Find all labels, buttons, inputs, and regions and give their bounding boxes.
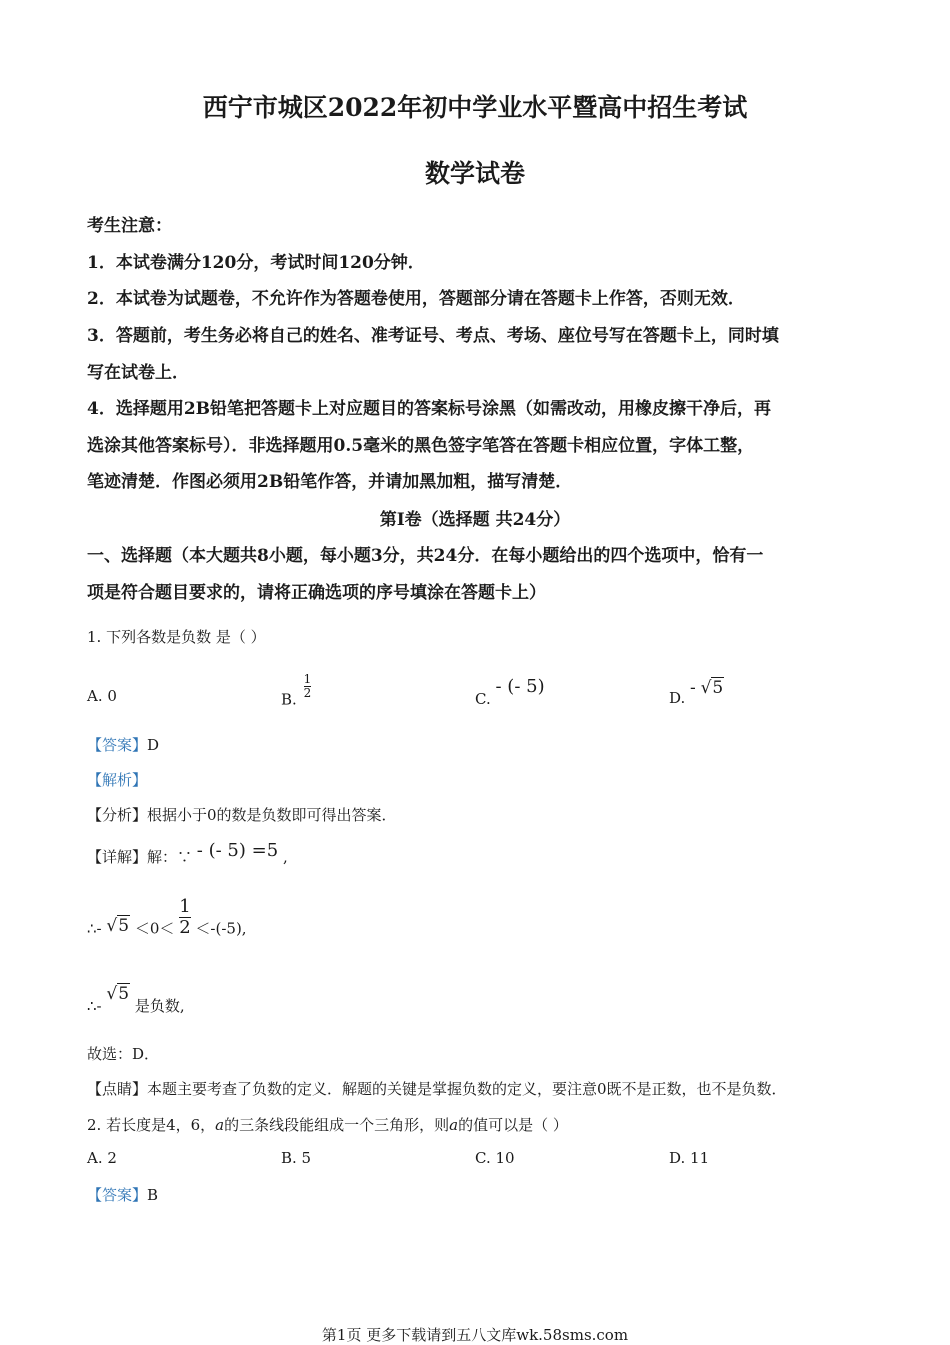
denominator: 2	[303, 686, 312, 701]
notice-item: 笔迹清楚．作图必须用2B铅笔作答，并请加黑加粗，描写清楚．	[87, 472, 573, 492]
analysis-text: 【分析】根据小于0的数是负数即可得出答案．	[87, 806, 397, 824]
stem-part: 的值可以是（ ）	[458, 1116, 568, 1134]
q1-answer	[87, 734, 159, 755]
numerator: 1	[179, 896, 191, 917]
part-title: 第I卷（选择题 共24分）	[379, 510, 571, 530]
notice-item: 选涂其他答案标号）．非选择题用0.5毫米的黑色签字笔答在答题卡相应位置，字体工整，	[87, 436, 755, 456]
question-1-stem: 1. 下列各数是负数 是（ ）	[87, 628, 266, 646]
answer-tag: 【答案】	[87, 1186, 148, 1204]
therefore-symbol: ∴-	[87, 919, 102, 938]
notice-item: 3．答题前，考生务必将自己的姓名、准考证号、考点、考场、座位号写在答题卡上，同时填	[87, 326, 779, 346]
math-expression: - (- 5) =5	[196, 840, 279, 861]
q1-option-b	[281, 673, 311, 709]
q1-option-a: A. 0	[87, 687, 117, 705]
page-title: 西宁市城区2022年初中学业水平暨高中招生考试	[202, 93, 748, 122]
detail-prefix: 【详解】解：∵	[87, 848, 193, 866]
notice-item: 2．本试卷为试题卷，不允许作为答题卷使用，答题部分请在答题卡上作答，否则无效．	[87, 289, 745, 309]
detail-line	[87, 840, 288, 867]
numerator: 1	[303, 672, 312, 686]
analysis-tag: 【解析】	[87, 771, 148, 789]
variable: a	[449, 1116, 459, 1134]
page-footer: 第1页 更多下载请到五八文库wk.58sms.com	[321, 1326, 629, 1344]
sqrt-expression	[701, 678, 725, 698]
negative-line	[87, 984, 185, 1016]
notice-heading: 考生注意：	[87, 216, 172, 236]
radicand: 5	[712, 678, 724, 698]
option-label: D.	[669, 689, 686, 707]
q2-option-b: B. 5	[281, 1149, 312, 1167]
page-subtitle: 数学试卷	[424, 159, 525, 188]
q2-option-d: D. 11	[669, 1149, 710, 1167]
q2-answer	[87, 1184, 158, 1205]
q2-option-c: C. 10	[475, 1149, 515, 1167]
q1-option-d	[669, 678, 724, 707]
answer-tag: 【答案】	[87, 736, 148, 754]
math-expression: - (- 5)	[495, 676, 545, 697]
notice-item: 1．本试卷满分120分，考试时间120分钟．	[87, 253, 425, 273]
comma: ,	[282, 848, 288, 866]
dianjing-line	[87, 1078, 787, 1099]
fraction	[179, 897, 190, 938]
choose-line: 故选：D．	[87, 1045, 160, 1063]
variable: a	[215, 1116, 225, 1134]
radical-icon: √	[106, 984, 118, 1004]
question-2-stem	[87, 1114, 568, 1135]
denominator: 2	[179, 916, 191, 938]
radical-icon: √	[700, 678, 712, 698]
sqrt-expression	[106, 984, 130, 1004]
inequality-line	[87, 897, 247, 938]
fraction	[304, 673, 312, 700]
q1-option-c	[475, 676, 545, 708]
inequality-tail: ＜-(-5),	[195, 919, 247, 938]
sqrt-expression	[106, 916, 130, 936]
section-intro: 项是符合题目要求的，请将正确选项的序号填涂在答题卡上）	[87, 583, 546, 603]
notice-item: 4．选择题用2B铅笔把答题卡上对应题目的答案标号涂黑（如需改动，用橡皮擦干净后，再	[87, 399, 772, 419]
negative-suffix: 是负数,	[134, 997, 185, 1015]
stem-part: 2. 若长度是4，6，	[87, 1116, 216, 1134]
answer-value: B	[147, 1186, 159, 1204]
section-intro: 一、选择题（本大题共8小题，每小题3分，共24分．在每小题给出的四个选项中，恰有一	[87, 546, 764, 566]
radical-icon: √	[106, 916, 118, 937]
radicand: 5	[118, 984, 130, 1004]
notice-item: 写在试卷上．	[87, 363, 189, 383]
therefore-symbol: ∴-	[87, 997, 102, 1015]
radicand: 5	[118, 916, 130, 937]
stem-part: 的三条线段能组成一个三角形，则	[224, 1116, 450, 1134]
option-label: B.	[281, 690, 297, 709]
dianjing-text: 【点睛】本题主要考查了负数的定义．解题的关键是掌握负数的定义，要注意0既不是正数，也不是负数．	[87, 1080, 787, 1098]
minus-sign: -	[690, 678, 696, 698]
q2-option-a: A. 2	[87, 1149, 117, 1167]
answer-value: D	[147, 736, 160, 754]
inequality-middle: ＜0＜	[134, 919, 175, 938]
option-label: C.	[475, 690, 491, 708]
